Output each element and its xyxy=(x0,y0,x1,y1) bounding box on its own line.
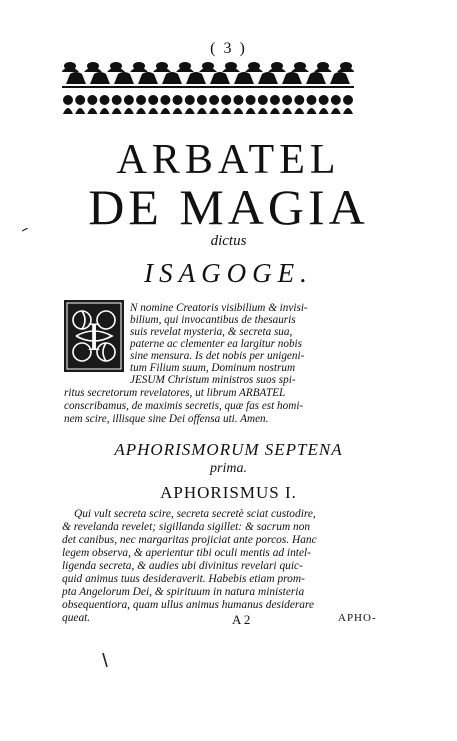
trefoil-icon xyxy=(282,72,302,84)
intro-line: ritus secretorum revelatores, ut librum ARBATEL xyxy=(64,387,286,399)
vine-leaf-icon xyxy=(63,108,73,114)
trefoil-icon xyxy=(162,72,182,84)
vine-leaf-icon xyxy=(209,108,219,114)
vine-leaf-icon xyxy=(160,108,170,114)
trefoil-icon xyxy=(114,72,134,84)
fleuron-icon xyxy=(314,62,332,72)
body-line: queat. xyxy=(62,612,91,624)
vine-bud-icon xyxy=(100,95,110,105)
vine-bud-icon xyxy=(306,95,316,105)
vine-bud-icon xyxy=(331,95,341,105)
vine-leaf-icon xyxy=(306,108,316,114)
vine-bud-icon xyxy=(173,95,183,105)
vine-bud-icon xyxy=(112,95,122,105)
vine-leaf-icon xyxy=(173,108,183,114)
body-line: legem observa, & aperientur tibi oculi mentis ad intel- xyxy=(62,547,311,559)
ornamental-headpiece xyxy=(62,58,354,120)
vine-leaf-icon xyxy=(233,108,243,114)
intro-line: sine mensura. Is det nobis per unigeni- xyxy=(130,350,305,362)
catchword: APHO- xyxy=(338,612,377,624)
subtitle-dictus: dictus xyxy=(210,233,247,249)
vine-bud-icon xyxy=(343,95,353,105)
intro-line: tum Filium suum, Dominum nostrum xyxy=(130,362,296,374)
vine-leaf-icon xyxy=(294,108,304,114)
vine-bud-icon xyxy=(294,95,304,105)
vine-leaf-icon xyxy=(136,108,146,114)
fleuron-icon xyxy=(84,62,102,72)
fleuron-icon xyxy=(107,62,125,72)
vine-bud-icon xyxy=(124,95,134,105)
vine-leaf-icon xyxy=(331,108,341,114)
vine-bud-icon xyxy=(221,95,231,105)
vine-bud-icon xyxy=(209,95,219,105)
vine-bud-icon xyxy=(63,95,73,105)
fleuron-icon xyxy=(153,62,171,72)
intro-line: suis revelat mysteria, & secreta sua, xyxy=(130,326,293,338)
trefoil-icon xyxy=(330,72,350,84)
decorated-initial xyxy=(64,300,124,372)
intro-line: conscribamus, de maximis secretis, quæ fas est homi- xyxy=(64,400,304,412)
intro-line: paterne ac clementer ea largitur nobis xyxy=(130,338,303,350)
vine-leaf-icon xyxy=(197,108,207,114)
vine-leaf-icon xyxy=(246,108,256,114)
fleuron-icon xyxy=(176,62,194,72)
fleuron-icon xyxy=(62,62,79,72)
vine-leaf-icon xyxy=(319,108,329,114)
signature-mark: A 2 xyxy=(232,612,251,627)
ink-speck xyxy=(22,228,28,232)
vine-leaf-icon xyxy=(75,108,85,114)
vine-bud-icon xyxy=(197,95,207,105)
title-de-magia: DE MAGIA xyxy=(88,179,369,235)
trefoil-icon xyxy=(258,72,278,84)
vine-bud-icon xyxy=(258,95,268,105)
vine-leaf-icon xyxy=(270,108,280,114)
vine-leaf-icon xyxy=(343,108,353,114)
vine-bud-icon xyxy=(136,95,146,105)
intro-line: JESUM Christum ministros suos spi- xyxy=(130,374,296,386)
fleuron-icon xyxy=(337,62,354,72)
title-arbatel: ARBATEL xyxy=(116,137,341,183)
trefoil-icon xyxy=(186,72,206,84)
fleuron-icon xyxy=(222,62,240,72)
page-number: ( 3 ) xyxy=(210,40,247,57)
subtitle-isagoge: ISAGOGE. xyxy=(144,258,313,288)
vine-leaf-icon xyxy=(185,108,195,114)
trefoil-icon xyxy=(210,72,230,84)
vine-bud-icon xyxy=(319,95,329,105)
body-line: Qui vult secreta scire, secreta secretè sciat custodire, xyxy=(74,508,316,520)
trefoil-icon xyxy=(306,72,326,84)
intro-line: nem scire, illisque sine Dei offensa uti. Amen. xyxy=(64,413,269,425)
aphorismus-heading: APHORISMUS I. xyxy=(160,483,297,502)
vine-bud-icon xyxy=(148,95,158,105)
vine-bud-icon xyxy=(185,95,195,105)
body-line: quid animus tuus desideraverit. Habebis etiam prom- xyxy=(62,573,305,585)
trefoil-icon xyxy=(138,72,158,84)
fleuron-icon xyxy=(268,62,286,72)
initial-letter: I xyxy=(87,314,101,359)
fleuron-icon xyxy=(199,62,217,72)
vine-bud-icon xyxy=(75,95,85,105)
body-line: obsequentiora, quam ullus animus humanus desiderare xyxy=(62,599,315,611)
vine-bud-icon xyxy=(270,95,280,105)
ink-mark xyxy=(102,653,108,667)
vine-leaf-icon xyxy=(221,108,231,114)
vine-leaf-icon xyxy=(258,108,268,114)
vine-leaf-icon xyxy=(282,108,292,114)
vine-leaf-icon xyxy=(124,108,134,114)
trefoil-icon xyxy=(90,72,110,84)
vine-bud-icon xyxy=(160,95,170,105)
vine-leaf-icon xyxy=(100,108,110,114)
vine-bud-icon xyxy=(233,95,243,105)
aphorismorum-heading: APHORISMORUM SEPTENA xyxy=(114,440,343,459)
trefoil-icon xyxy=(66,72,86,84)
body-line: ligenda secreta, & audies ubi divinitus revelari quic- xyxy=(62,560,303,572)
aphorismorum-subheading: prima. xyxy=(210,461,247,476)
intro-line: bilium, qui invocantibus de thesauris xyxy=(130,314,296,326)
vine-bud-icon xyxy=(87,95,97,105)
fleuron-icon xyxy=(245,62,263,72)
body-line: pta Angelorum Dei, & spirituum in natura ministeria xyxy=(62,586,305,598)
fleuron-icon xyxy=(130,62,148,72)
fleuron-icon xyxy=(291,62,309,72)
intro-line: N nomine Creatoris visibilium & invisi- xyxy=(130,302,308,314)
body-line: & revelanda revelet; sigillanda sigillet: & sacrum non xyxy=(62,521,311,533)
vine-bud-icon xyxy=(282,95,292,105)
trefoil-icon xyxy=(234,72,254,84)
vine-leaf-icon xyxy=(112,108,122,114)
vine-leaf-icon xyxy=(87,108,97,114)
body-line: det canibus, nec margaritas projiciat ante porcos. Hanc xyxy=(62,534,317,546)
vine-bud-icon xyxy=(246,95,256,105)
vine-leaf-icon xyxy=(148,108,158,114)
